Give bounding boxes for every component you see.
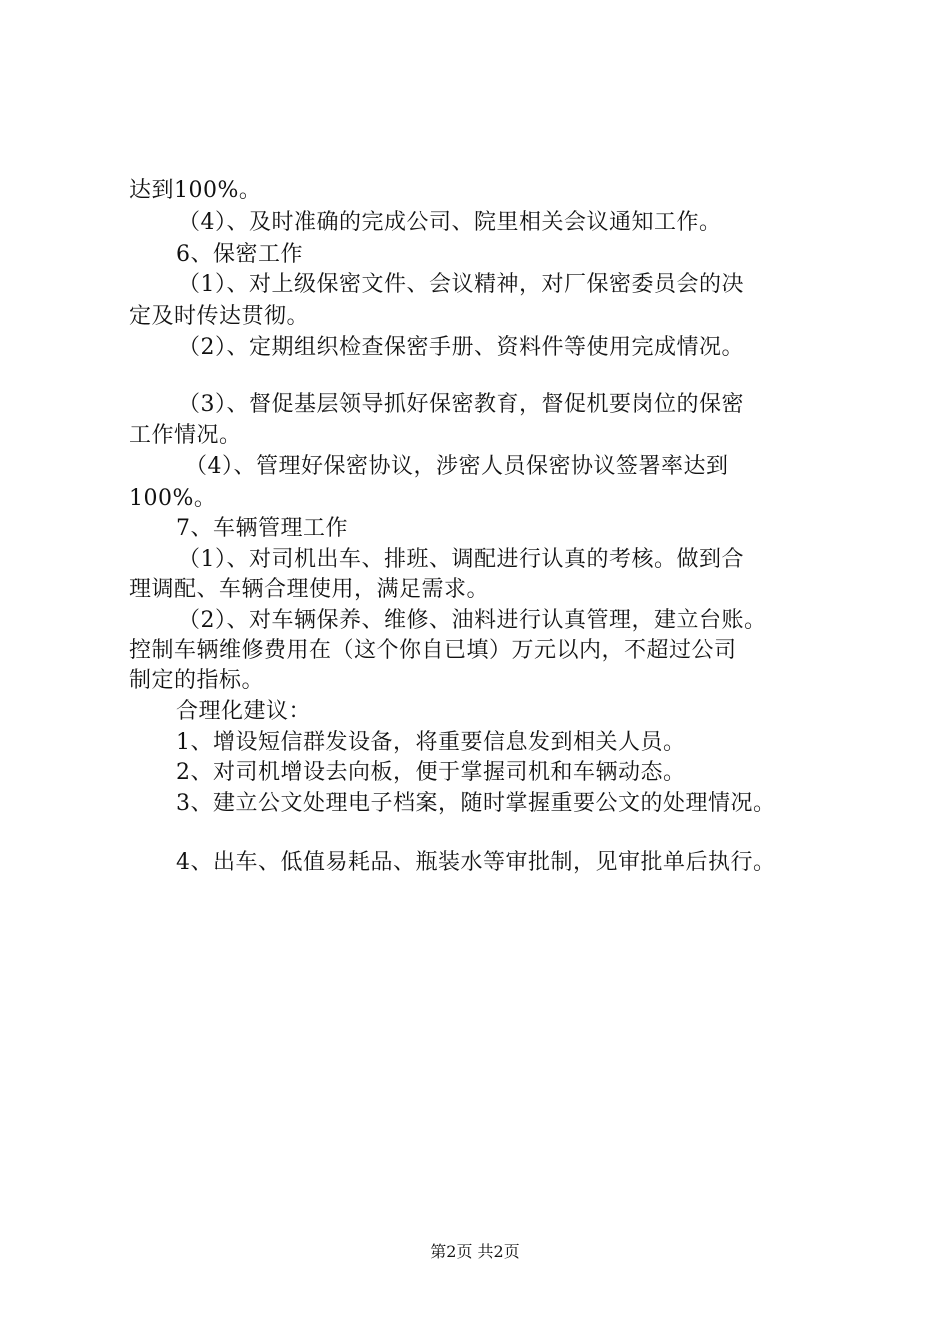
text-line-19: 2、对司机增设去向板，便于掌握司机和车辆动态。: [176, 760, 686, 785]
text-line-2: （4）、及时准确的完成公司、院里相关会议通知工作。: [178, 210, 722, 235]
section-heading-confidentiality: 6、保密工作: [176, 242, 303, 267]
text-line-20: 3、建立公文处理电子档案，随时掌握重要公文的处理情况。: [176, 791, 776, 816]
text-line-5: 定及时传达贯彻。: [129, 304, 310, 329]
text-line-9: （4）、管理好保密协议，涉密人员保密协议签署率达到: [185, 454, 729, 479]
text-line-16: 制定的指标。: [129, 668, 265, 693]
text-line-8: 工作情况。: [129, 423, 242, 448]
text-line-1: 达到100%。: [129, 178, 262, 203]
text-line-12: （1）、对司机出车、排班、调配进行认真的考核。做到合: [178, 547, 744, 572]
section-heading-suggestions: 合理化建议：: [176, 699, 312, 724]
text-line-4: （1）、对上级保密文件、会议精神，对厂保密委员会的决: [178, 272, 744, 297]
page-number-footer: 第2页 共2页: [430, 1242, 520, 1261]
text-line-13: 理调配、车辆合理使用，满足需求。: [129, 577, 490, 602]
text-line-10: 100%。: [129, 486, 217, 511]
section-heading-vehicle-management: 7、车辆管理工作: [176, 516, 348, 541]
text-line-6: （2）、定期组织检查保密手册、资料件等使用完成情况。: [178, 335, 744, 360]
text-line-18: 1、增设短信群发设备，将重要信息发到相关人员。: [176, 730, 686, 755]
text-line-14: （2）、对车辆保养、维修、油料进行认真管理，建立台账。: [178, 608, 767, 633]
text-line-21: 4、出车、低值易耗品、瓶装水等审批制，见审批单后执行。: [176, 850, 776, 875]
text-line-15: 控制车辆维修费用在（这个你自已填）万元以内，不超过公司: [129, 638, 737, 663]
text-line-7: （3）、督促基层领导抓好保密教育，督促机要岗位的保密: [178, 392, 744, 417]
